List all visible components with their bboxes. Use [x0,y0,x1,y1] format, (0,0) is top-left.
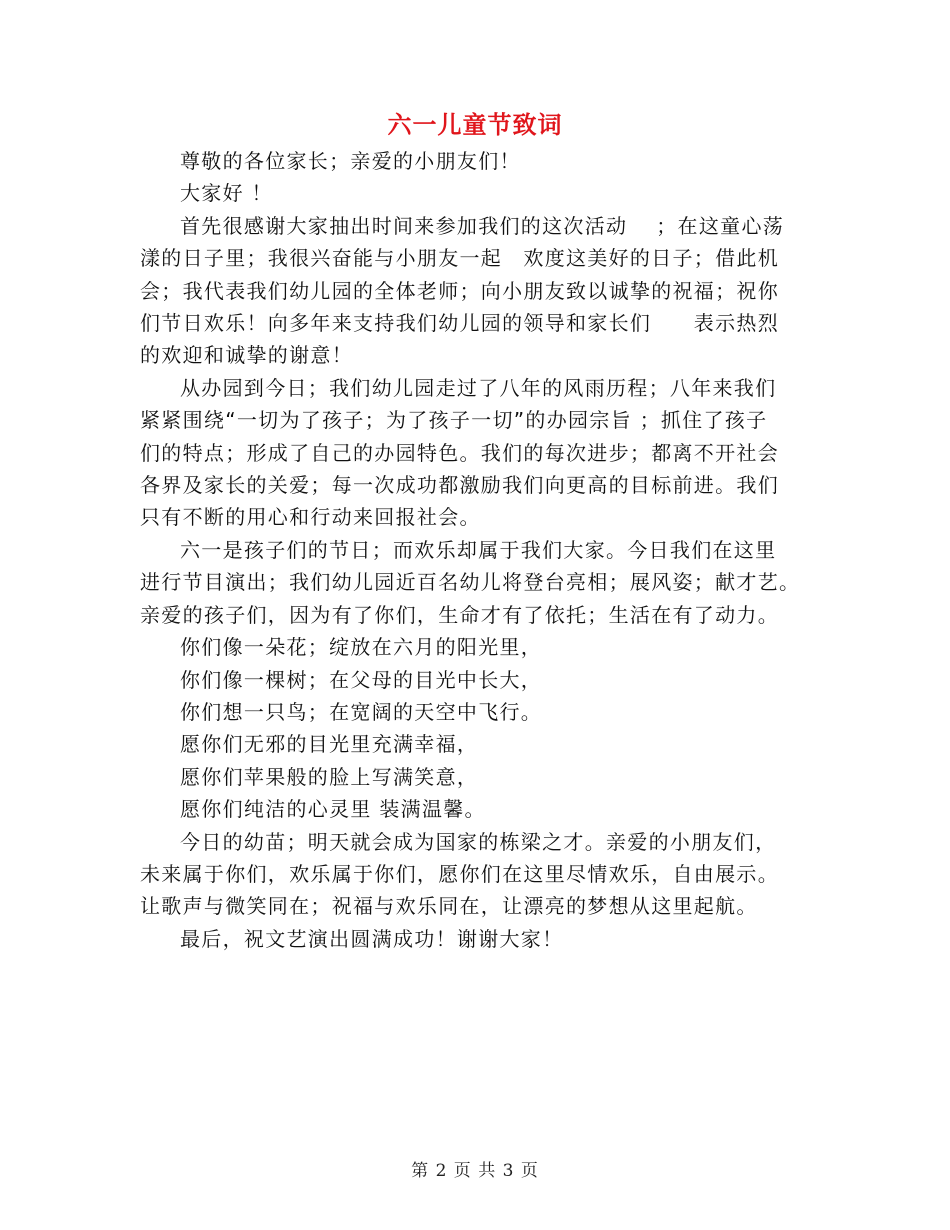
paragraph-line: 今日的幼苗；明天就会成为国家的栋梁之才。亲爱的小朋友们， [180,829,777,854]
paragraph-line: 只有不断的用心和行动来回报社会。 [140,505,481,530]
poem-line: 你们像一棵树；在父母的目光中长大， [180,667,543,692]
greeting-line: 尊敬的各位家长；亲爱的小朋友们！ [180,149,521,173]
paragraph-future [140,826,812,923]
paragraph-line: 亲爱的孩子们，因为有了你们，生命才有了依托；生活在有了动力。 [140,602,779,627]
page-footer: 第 2 页 共 3 页 [411,1161,539,1181]
paragraph-festival [140,534,812,631]
paragraph-line: 们节日欢乐！向多年来支持我们幼儿园的领导和家长们 表示热烈 [140,311,779,336]
paragraph-line: 首先很感谢大家抽出时间来参加我们的这次活动 ；在这童心荡 [180,213,785,238]
document-title: 六一儿童节致词 [387,111,563,139]
hello-line: 大家好 ！ [180,181,273,206]
paragraph-thanks [140,210,812,372]
poem-line: 愿你们苹果般的脸上写满笑意， [180,764,479,789]
paragraph-line: 从办园到今日；我们幼儿园走过了八年的风雨历程；八年来我们 [180,375,777,400]
paragraph-line: 六一是孩子们的节日；而欢乐却属于我们大家。今日我们在这里 [180,537,777,562]
paragraph-line: 漾的日子里；我很兴奋能与小朋友一起 欢度这美好的日子；借此机 [140,246,779,271]
paragraph-line: 让歌声与微笑同在；祝福与欢乐同在，让漂亮的梦想从这里起航。 [140,894,758,919]
paragraph-line: 紧紧围绕“一切为了孩子；为了孩子一切”的办园宗旨 ；抓住了孩子 [140,408,768,433]
paragraph-line: 会；我代表我们幼儿园的全体老师；向小朋友致以诚挚的祝福；祝你 [140,278,779,303]
poem-line: 你们想一只鸟；在宽阔的天空中飞行。 [180,699,543,724]
paragraph-line: 各界及家长的关爱；每一次成功都激励我们向更高的目标前进。我们 [140,473,779,498]
poem-line: 愿你们纯洁的心灵里 装满温馨。 [180,797,486,822]
closing-line: 最后，祝文艺演出圆满成功！谢谢大家！ [180,926,564,951]
poem-block [140,631,812,825]
paragraph-line: 进行节目演出；我们幼儿园近百名幼儿将登台亮相；展风姿；献才艺。 [140,570,801,595]
paragraph-line: 未来属于你们，欢乐属于你们，愿你们在这里尽情欢乐，自由展示。 [140,861,779,886]
poem-line: 愿你们无邪的目光里充满幸福， [180,732,479,757]
paragraph-history [140,372,812,534]
paragraph-line: 的欢迎和诚挚的谢意！ [140,343,353,368]
poem-line: 你们像一朵花；绽放在六月的阳光里， [180,635,543,660]
document-body [140,145,812,955]
paragraph-line: 们的特点；形成了自己的办园特色。我们的每次进步；都离不开社会 [140,440,779,465]
